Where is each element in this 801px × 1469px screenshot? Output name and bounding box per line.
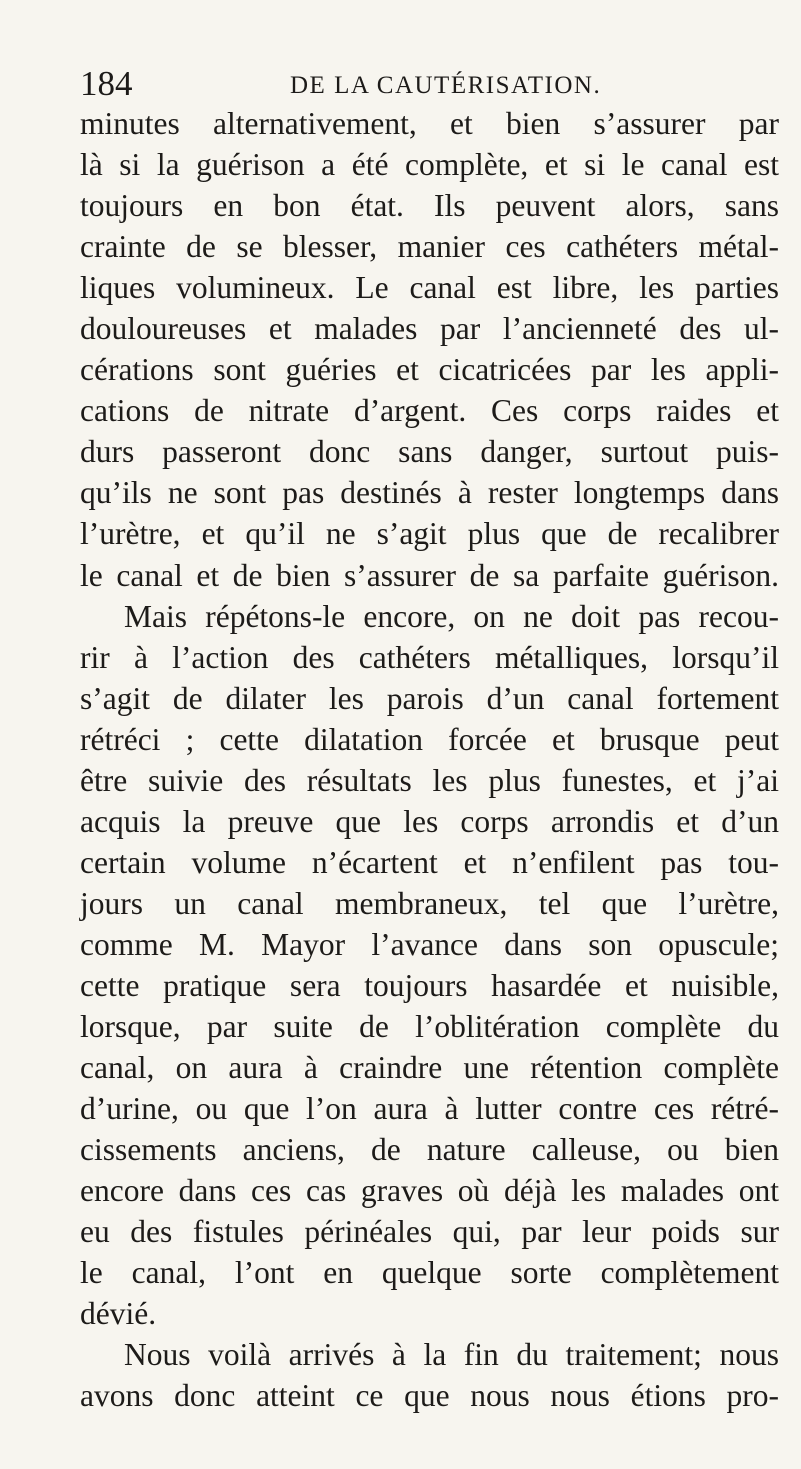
text-line: rétréci ; cette dilatation forcée et brusque peut bbox=[80, 721, 779, 757]
running-title: DE LA CAUTÉRISATION. bbox=[290, 72, 602, 99]
text-line: d’urine, ou que l’on aura à lutter contre ces rétré- bbox=[80, 1091, 779, 1127]
text-line: le canal, l’ont en quelque sorte complètement bbox=[80, 1255, 779, 1291]
text-line: avons donc atteint ce que nous nous étions pro- bbox=[80, 1378, 779, 1414]
text-line: s’agit de dilater les parois d’un canal fortement bbox=[80, 680, 779, 716]
page-header bbox=[80, 64, 780, 104]
text-line: être suivie des résultats les plus funestes, et j’ai bbox=[80, 762, 779, 798]
paragraph-start-line: Nous voilà arrivés à la fin du traitement; nous bbox=[124, 1337, 779, 1373]
text-line: comme M. Mayor l’avance dans son opuscule; bbox=[80, 926, 779, 962]
text-line: jours un canal membraneux, tel que l’urètre, bbox=[80, 885, 779, 921]
text-line: cérations sont guéries et cicatricées par les appli- bbox=[80, 352, 779, 388]
text-line: qu’ils ne sont pas destinés à rester longtemps dans bbox=[80, 475, 779, 511]
text-line: l’urètre, et qu’il ne s’agit plus que de recalibrer bbox=[80, 516, 779, 552]
text-line: liques volumineux. Le canal est libre, les parties bbox=[80, 270, 779, 306]
body-text bbox=[80, 103, 779, 1417]
text-line: durs passeront donc sans danger, surtout puis- bbox=[80, 434, 779, 470]
paragraph-end-line: dévié. bbox=[80, 1296, 157, 1332]
text-line: toujours en bon état. Ils peuvent alors, sans bbox=[80, 188, 779, 224]
text-line: acquis la preuve que les corps arrondis et d’un bbox=[80, 803, 779, 839]
text-line: cissements anciens, de nature calleuse, ou bien bbox=[80, 1132, 779, 1168]
page-number: 184 bbox=[80, 64, 133, 103]
text-line: crainte de se blesser, manier ces cathéters métal- bbox=[80, 229, 779, 265]
text-line: cette pratique sera toujours hasardée et nuisible, bbox=[80, 967, 779, 1003]
text-line: douloureuses et malades par l’ancienneté des ul- bbox=[80, 311, 779, 347]
text-line: lorsque, par suite de l’oblitération complète du bbox=[80, 1009, 779, 1045]
text-line: eu des fistules périnéales qui, par leur poids sur bbox=[80, 1214, 779, 1250]
text-line: le canal et de bien s’assurer de sa parfaite guérison. bbox=[80, 557, 779, 593]
text-line: rir à l’action des cathéters métalliques, lorsqu’il bbox=[80, 639, 779, 675]
paragraph-start-line: Mais répétons-le encore, on ne doit pas recou- bbox=[124, 598, 779, 634]
text-line: là si la guérison a été complète, et si le canal est bbox=[80, 147, 779, 183]
text-line: canal, on aura à craindre une rétention complète bbox=[80, 1050, 779, 1086]
text-line: encore dans ces cas graves où déjà les malades ont bbox=[80, 1173, 779, 1209]
text-line: cations de nitrate d’argent. Ces corps raides et bbox=[80, 393, 779, 429]
text-line: minutes alternativement, et bien s’assurer par bbox=[80, 106, 779, 141]
text-line: certain volume n’écartent et n’enfilent pas tou- bbox=[80, 844, 779, 880]
